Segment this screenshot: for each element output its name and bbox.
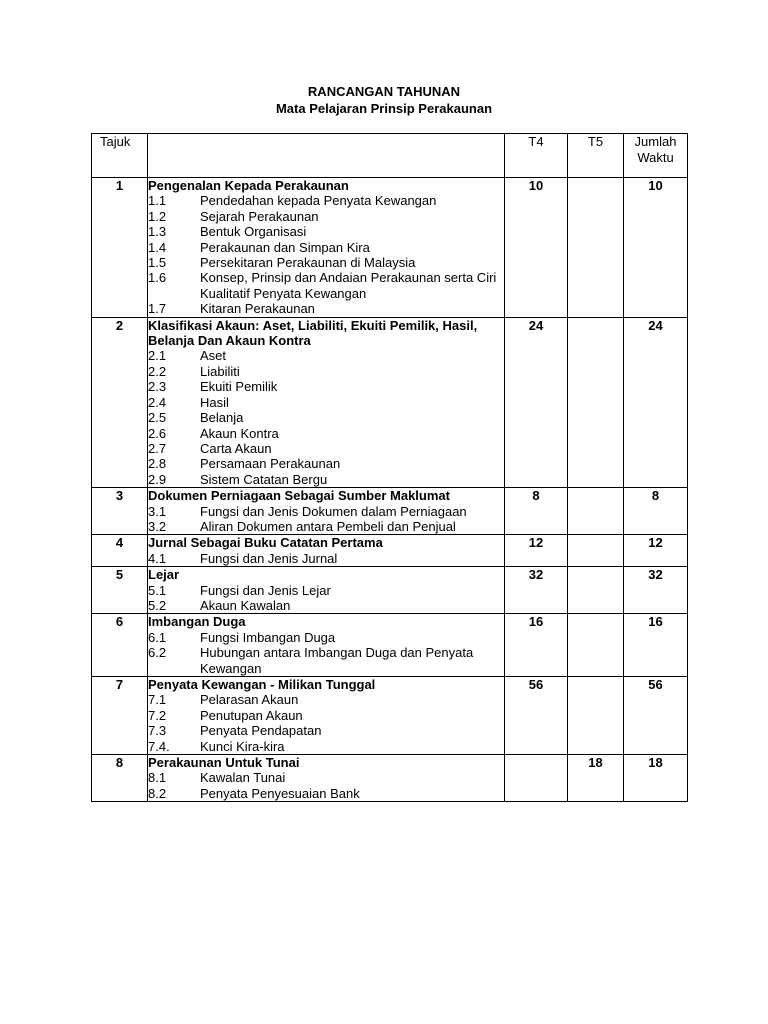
- subtopic-item: [148, 456, 504, 471]
- subtopic-code: 7.2: [148, 707, 167, 723]
- topic-content: [148, 614, 505, 677]
- table-row: [92, 317, 688, 487]
- subtopic-code: 2.9: [148, 471, 167, 487]
- column-header-t4: T4: [505, 134, 568, 178]
- subtopic-text: Fungsi dan Jenis Jurnal: [200, 550, 338, 566]
- hours-total: 32: [624, 567, 688, 614]
- subtopic-item: [148, 441, 504, 456]
- hours-t4: 8: [505, 488, 568, 535]
- subtopic-item: [148, 240, 504, 255]
- subtopic-text: Akaun Kontra: [200, 425, 279, 441]
- subtopic-item: [148, 645, 504, 676]
- subtopic-text: Persamaan Perakaunan: [200, 456, 341, 472]
- hours-t4: 10: [505, 178, 568, 318]
- topic-number: 4: [92, 535, 148, 567]
- table-row: [92, 567, 688, 614]
- subtopic-text: Kawalan Tunai: [200, 770, 286, 786]
- subtopic-text: Akaun Kawalan: [200, 597, 291, 613]
- table-row: [92, 614, 688, 677]
- subtopic-text: Persekitaran Perakaunan di Malaysia: [200, 255, 416, 271]
- topic-title: Perakaunan Untuk Tunai: [148, 755, 300, 771]
- subtopic-code: 7.4.: [148, 738, 170, 754]
- subtopic-item: [148, 301, 504, 316]
- subtopic-item: [148, 739, 504, 754]
- subtopic-code: 1.5: [148, 255, 167, 271]
- hours-t5: [568, 567, 624, 614]
- hours-t4: 32: [505, 567, 568, 614]
- subtopic-code: 2.2: [148, 363, 167, 379]
- table-row: [92, 488, 688, 535]
- subtopic-code: 8.1: [148, 770, 167, 786]
- subtopic-item: [148, 770, 504, 785]
- hours-t5: 18: [568, 755, 624, 802]
- subtopic-code: 2.5: [148, 410, 167, 426]
- subtopic-item: [148, 395, 504, 410]
- subtopic-code: 1.4: [148, 239, 167, 255]
- subtopic-text: Pendedahan kepada Penyata Kewangan: [200, 193, 437, 209]
- topic-title: Penyata Kewangan - Milikan Tunggal: [148, 677, 376, 692]
- subtopic-code: 7.1: [148, 692, 167, 708]
- subtopic-text: Liabiliti: [200, 363, 240, 379]
- column-header-jumlah-line1: Jumlah: [634, 134, 677, 149]
- subtopic-text: Fungsi dan Jenis Lejar: [200, 582, 331, 598]
- subtopic-text: Ekuiti Pemilik: [200, 379, 278, 395]
- subtopic-text: Bentuk Organisasi: [200, 224, 307, 240]
- subtopic-code: 1.1: [148, 193, 167, 209]
- subtopic-code: 6.1: [148, 629, 167, 645]
- topic-title: Jurnal Sebagai Buku Catatan Pertama: [148, 535, 383, 551]
- topic-content: [148, 317, 505, 487]
- page-title: RANCANGAN TAHUNAN: [307, 84, 461, 99]
- subtopic-code: 3.2: [148, 518, 167, 534]
- table-row: [92, 535, 688, 567]
- subtopic-item: [148, 708, 504, 723]
- subtopic-text: Kitaran Perakaunan: [200, 301, 315, 317]
- topic-title: Lejar: [148, 567, 180, 583]
- subtopic-code: 8.2: [148, 785, 167, 801]
- hours-t4: [505, 755, 568, 802]
- subtopic-code: 6.2: [148, 645, 167, 661]
- subtopic-text: Pelarasan Akaun: [200, 692, 299, 708]
- subtopic-text: Perakaunan dan Simpan Kira: [200, 239, 370, 255]
- subtopic-text: Sistem Catatan Bergu: [200, 471, 328, 487]
- subtopic-code: 1.2: [148, 208, 167, 224]
- subtopic-code: 4.1: [148, 550, 167, 566]
- subtopic-item: [148, 692, 504, 707]
- hours-t4: 12: [505, 535, 568, 567]
- hours-t4: 56: [505, 677, 568, 755]
- subtopic-code: 7.3: [148, 723, 167, 739]
- topic-content: [148, 567, 505, 614]
- subtopic-code: 1.6: [148, 270, 167, 286]
- subtopic-text: Hubungan antara Imbangan Duga dan Penyata Kewangan: [200, 645, 474, 676]
- table-row: [92, 178, 688, 318]
- topic-number: 7: [92, 677, 148, 755]
- subtopic-text: Hasil: [200, 394, 229, 410]
- column-header-t5: T5: [568, 134, 624, 178]
- table-row: [92, 677, 688, 755]
- subtopic-item: [148, 224, 504, 239]
- hours-total: 16: [624, 614, 688, 677]
- hours-total: 18: [624, 755, 688, 802]
- subtopic-code: 2.6: [148, 425, 167, 441]
- topic-title: Klasifikasi Akaun: Aset, Liabiliti, Ekuiti Pemilik, Hasil, Belanja Dan Akaun Kontra: [148, 317, 478, 349]
- subtopic-code: 1.3: [148, 224, 167, 240]
- hours-total: 24: [624, 317, 688, 487]
- hours-total: 56: [624, 677, 688, 755]
- column-header-tajuk: Tajuk: [92, 134, 148, 178]
- hours-t5: [568, 178, 624, 318]
- topic-content: [148, 535, 505, 567]
- hours-t4: 16: [505, 614, 568, 677]
- subtopic-item: [148, 270, 504, 301]
- column-header-topic: [148, 134, 505, 178]
- hours-t5: [568, 677, 624, 755]
- page-subtitle: Mata Pelajaran Prinsip Perakaunan: [275, 101, 493, 116]
- table-body: [92, 178, 688, 802]
- subtopic-item: [148, 723, 504, 738]
- annual-plan-table: [91, 133, 688, 802]
- subtopic-item: [148, 410, 504, 425]
- topic-number: 5: [92, 567, 148, 614]
- subtopic-item: [148, 364, 504, 379]
- hours-total: 10: [624, 178, 688, 318]
- hours-total: 8: [624, 488, 688, 535]
- topic-number: 6: [92, 614, 148, 677]
- subtopic-text: Fungsi dan Jenis Dokumen dalam Perniagaan: [200, 503, 467, 519]
- subtopic-code: 3.1: [148, 503, 167, 519]
- topic-title: Imbangan Duga: [148, 614, 246, 630]
- topic-content: [148, 677, 505, 755]
- table-header-row: [92, 134, 688, 178]
- subtopic-text: Belanja: [200, 410, 244, 426]
- subtopic-text: Penutupan Akaun: [200, 707, 303, 723]
- topic-number: 3: [92, 488, 148, 535]
- subtopic-code: 2.1: [148, 348, 167, 364]
- subtopic-item: [148, 379, 504, 394]
- subtopic-code: 2.8: [148, 456, 167, 472]
- hours-total: 12: [624, 535, 688, 567]
- subtopic-code: 5.1: [148, 582, 167, 598]
- table-row: [92, 755, 688, 802]
- topic-number: 8: [92, 755, 148, 802]
- subtopic-text: Kunci Kira-kira: [200, 738, 285, 754]
- topic-number: 1: [92, 178, 148, 318]
- subtopic-item: [148, 472, 504, 487]
- topic-title: Dokumen Perniagaan Sebagai Sumber Maklumat: [148, 488, 450, 504]
- subtopic-code: 1.7: [148, 301, 167, 317]
- subtopic-item: [148, 583, 504, 598]
- subtopic-text: Fungsi Imbangan Duga: [200, 629, 336, 645]
- subtopic-item: [148, 255, 504, 270]
- subtopic-item: [148, 519, 504, 534]
- hours-t5: [568, 317, 624, 487]
- subtopic-text: Penyata Penyesuaian Bank: [200, 785, 360, 801]
- subtopic-code: 5.2: [148, 597, 167, 613]
- hours-t5: [568, 488, 624, 535]
- topic-title: Pengenalan Kepada Perakaunan: [148, 178, 349, 193]
- subtopic-item: [148, 786, 504, 801]
- column-header-jumlah-waktu: [624, 134, 688, 178]
- subtopic-item: [148, 193, 504, 208]
- subtopic-item: [148, 348, 504, 363]
- hours-t5: [568, 614, 624, 677]
- topic-content: [148, 488, 505, 535]
- topic-content: [148, 755, 505, 802]
- column-header-jumlah-line2: Waktu: [637, 150, 674, 165]
- subtopic-text: Aset: [200, 348, 227, 364]
- topic-content: [148, 178, 505, 318]
- subtopic-item: [148, 209, 504, 224]
- subtopic-code: 2.7: [148, 440, 167, 456]
- subtopic-code: 2.3: [148, 379, 167, 395]
- subtopic-item: [148, 598, 504, 613]
- topic-number: 2: [92, 317, 148, 487]
- subtopic-text: Konsep, Prinsip dan Andaian Perakaunan serta Ciri Kualitatif Penyata Kewangan: [200, 270, 497, 301]
- hours-t5: [568, 535, 624, 567]
- subtopic-item: [148, 426, 504, 441]
- subtopic-text: Sejarah Perakaunan: [200, 208, 319, 224]
- subtopic-item: [148, 630, 504, 645]
- hours-t4: 24: [505, 317, 568, 487]
- subtopic-text: Penyata Pendapatan: [200, 723, 322, 739]
- subtopic-text: Carta Akaun: [200, 440, 272, 456]
- subtopic-item: [148, 504, 504, 519]
- document-header: [0, 83, 768, 117]
- subtopic-item: [148, 551, 504, 566]
- subtopic-text: Aliran Dokumen antara Pembeli dan Penjual: [200, 518, 456, 534]
- subtopic-code: 2.4: [148, 394, 167, 410]
